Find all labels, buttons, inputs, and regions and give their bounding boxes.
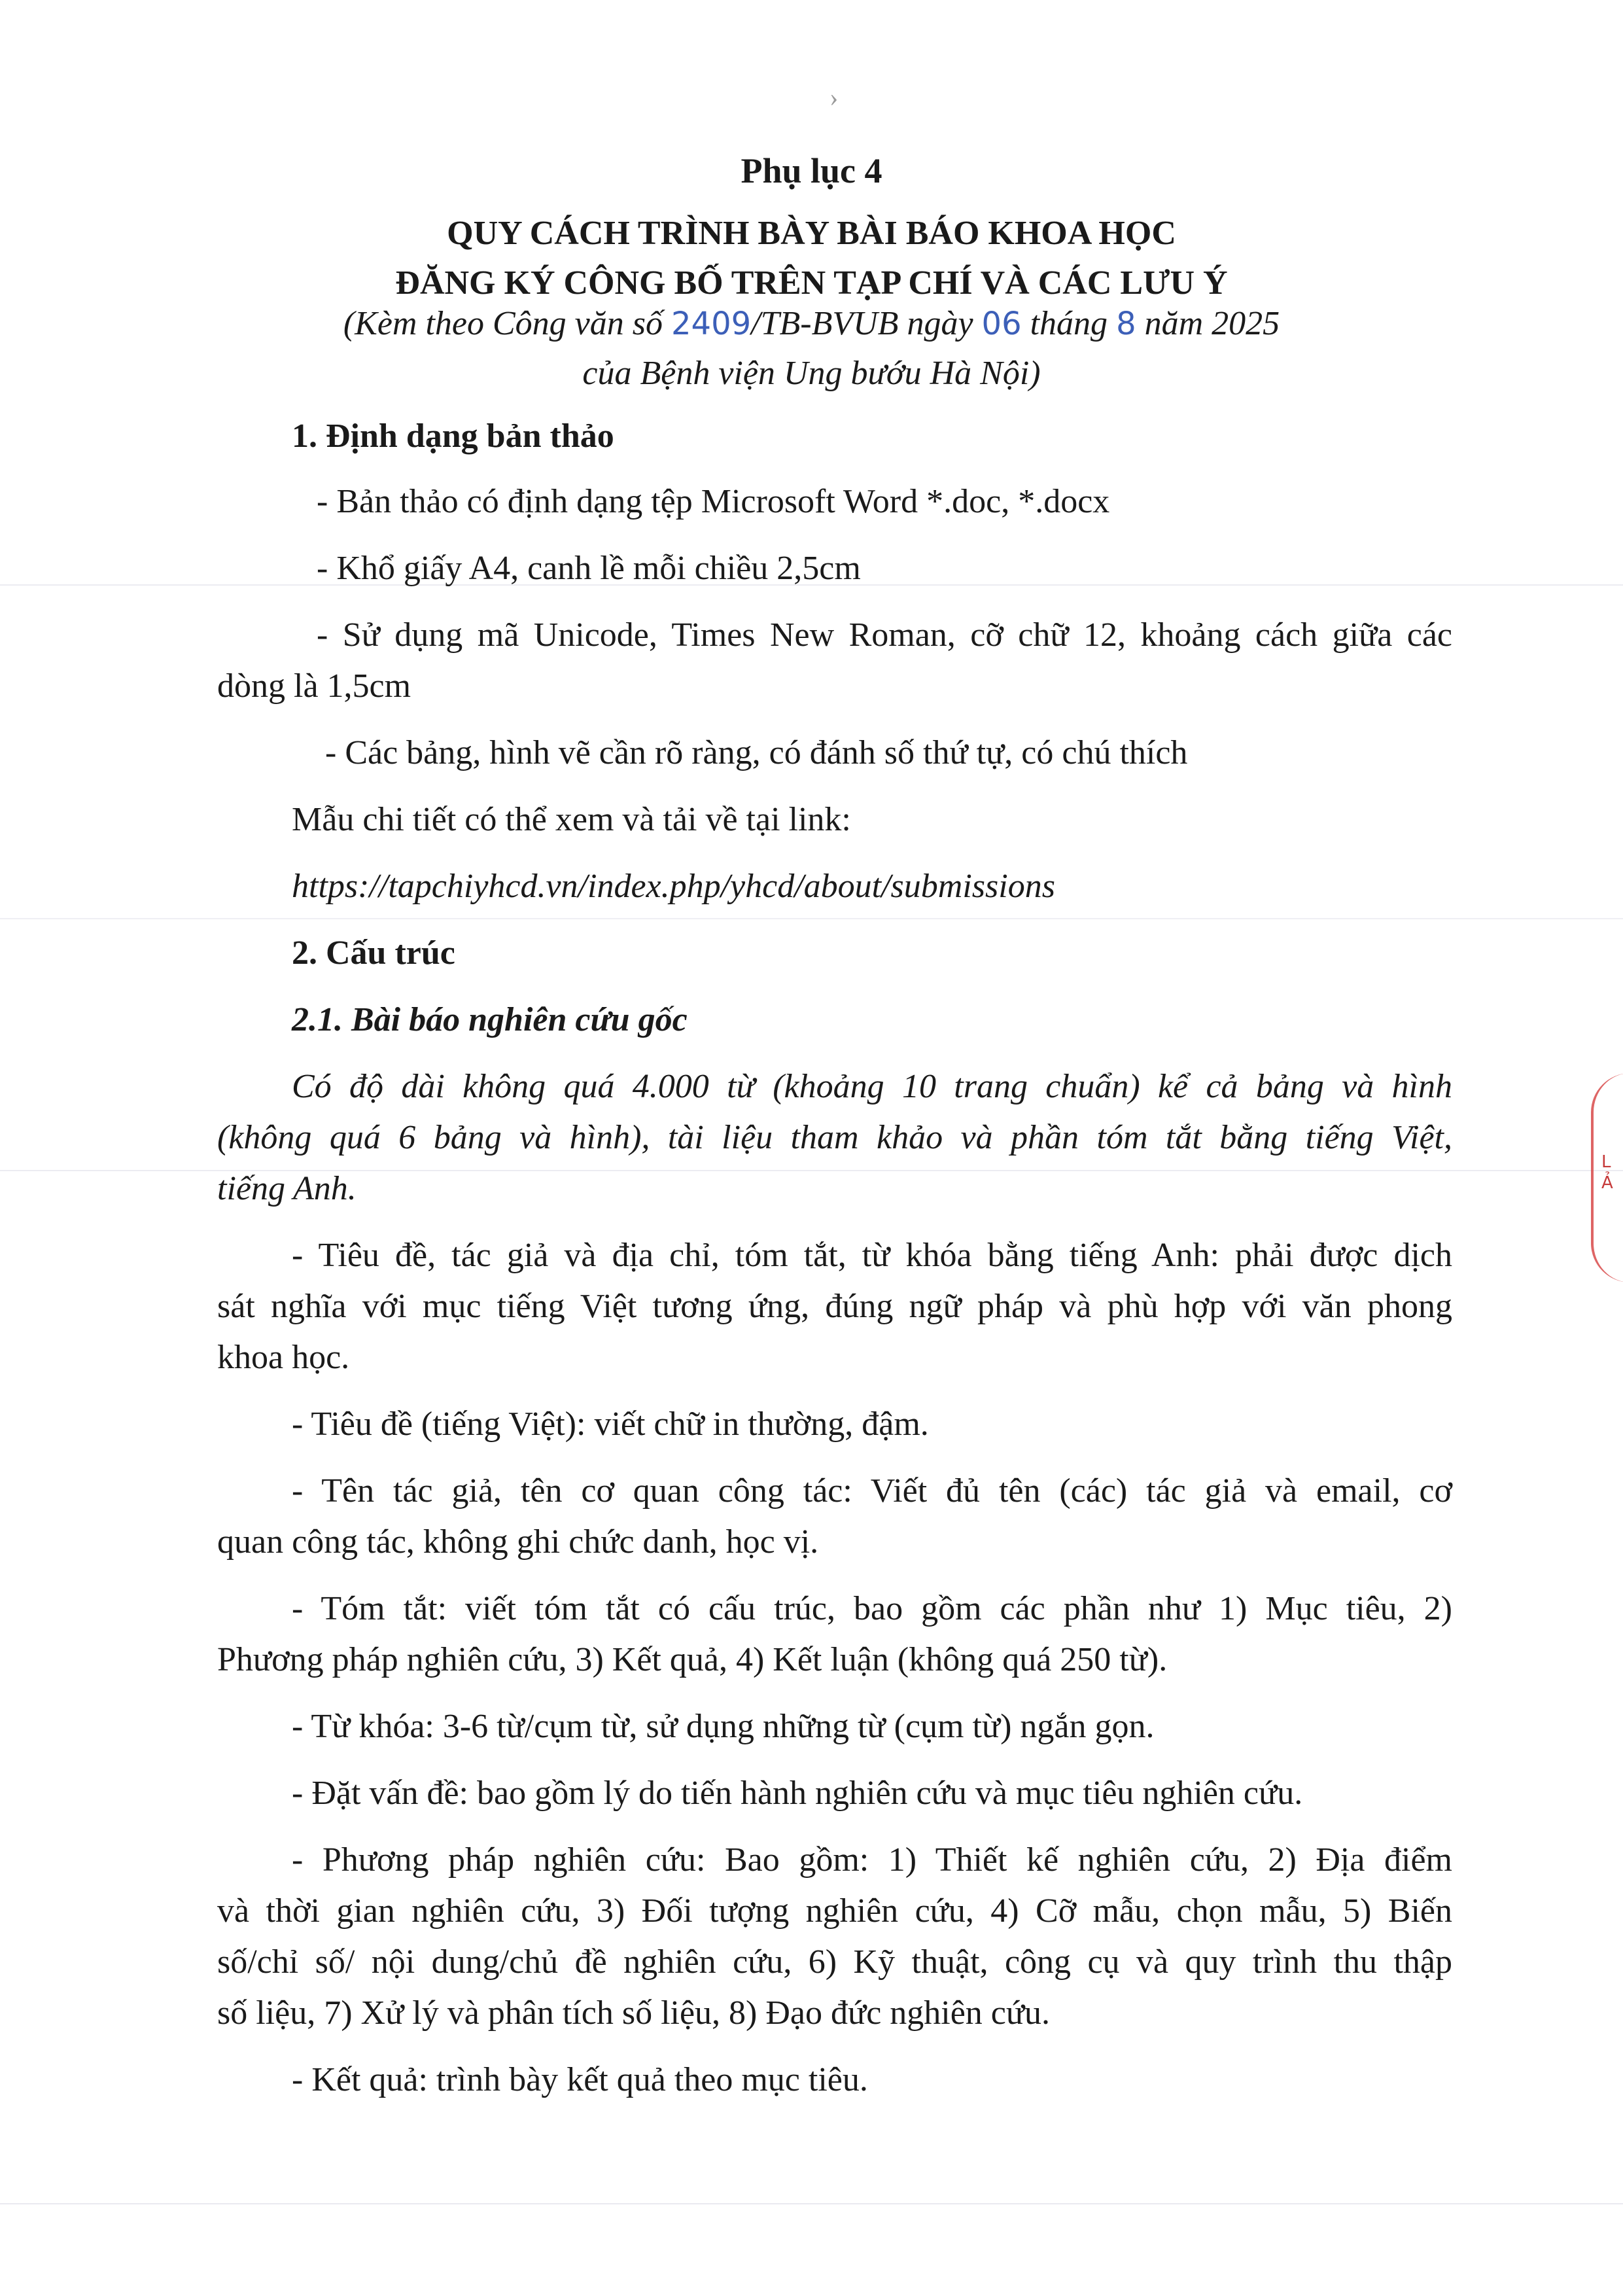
list-item: - Khổ giấy A4, canh lề mỗi chiều 2,5cm xyxy=(317,550,861,587)
paragraph-line: - Phương pháp nghiên cứu: Bao gồm: 1) Thiết kế nghiên cứu, 2) Địa điểm xyxy=(292,1841,1452,1879)
paragraph-line: - Tóm tắt: viết tóm tắt có cấu trúc, bao gồm các phần như 1) Mục tiêu, 2) xyxy=(292,1590,1452,1627)
margin-stamp-text: L Ả xyxy=(1601,1152,1613,1193)
paragraph-line: khoa học. xyxy=(217,1339,350,1376)
list-item: - Bản thảo có định dạng tệp Microsoft Word *.doc, *.docx xyxy=(317,483,1110,520)
list-item: - Sử dụng mã Unicode, Times New Roman, cỡ chữ 12, khoảng cách giữa các xyxy=(317,616,1452,654)
list-item: - Các bảng, hình vẽ cần rõ ràng, có đánh số thứ tự, có chú thích xyxy=(317,734,1188,771)
paragraph-line: - Tiêu đề, tác giả và địa chỉ, tóm tắt, từ khóa bằng tiếng Anh: phải được dịch xyxy=(292,1237,1452,1274)
section2-heading: 2. Cấu trúc xyxy=(292,934,455,972)
handwritten-day: 06 xyxy=(981,306,1022,342)
reference-issuer: của Bệnh viện Ung bướu Hà Nội) xyxy=(582,355,1041,392)
document-title-line1: QUY CÁCH TRÌNH BÀY BÀI BÁO KHOA HỌC xyxy=(447,215,1176,252)
paragraph-line: - Từ khóa: 3-6 từ/cụm từ, sử dụng những từ (cụm từ) ngắn gọn. xyxy=(292,1708,1155,1745)
submission-link[interactable]: https://tapchiyhcd.vn/index.php/yhcd/about/submissions xyxy=(292,868,1055,905)
document-title-line2: ĐĂNG KÝ CÔNG BỐ TRÊN TẠP CHÍ VÀ CÁC LƯU Ý xyxy=(395,264,1228,302)
paragraph-line: - Tên tác giả, tên cơ quan công tác: Viết đủ tên (các) tác giả và email, cơ xyxy=(292,1472,1452,1510)
scan-artifact-line xyxy=(0,918,1623,919)
paragraph-line: quan công tác, không ghi chức danh, học vị. xyxy=(217,1523,819,1561)
paragraph-line: tiếng Anh. xyxy=(217,1170,357,1207)
scan-mark: › xyxy=(829,82,839,112)
scan-artifact-line xyxy=(0,2203,1623,2204)
paragraph-line: sát nghĩa với mục tiếng Việt tương ứng, đúng ngữ pháp và phù hợp với văn phong xyxy=(217,1288,1452,1325)
section2-1-heading: 2.1. Bài báo nghiên cứu gốc xyxy=(292,1001,688,1038)
paragraph-line: Phương pháp nghiên cứu, 3) Kết quả, 4) Kết luận (không quá 250 từ). xyxy=(217,1641,1168,1678)
paragraph-line: số/chỉ số/ nội dung/chủ đề nghiên cứu, 6) Kỹ thuật, công cụ và quy trình thu thập xyxy=(217,1943,1452,1981)
appendix-label: Phụ lục 4 xyxy=(741,151,882,190)
link-label: Mẫu chi tiết có thể xem và tải về tại link: xyxy=(292,801,851,838)
section1-heading: 1. Định dạng bản thảo xyxy=(292,417,614,455)
paragraph-line: và thời gian nghiên cứu, 3) Đối tượng nghiên cứu, 4) Cỡ mẫu, chọn mẫu, 5) Biến xyxy=(217,1892,1452,1930)
handwritten-number: 2409 xyxy=(671,306,752,342)
paragraph-line: số liệu, 7) Xử lý và phân tích số liệu, 8) Đạo đức nghiên cứu. xyxy=(217,1994,1051,2032)
paragraph-line: (không quá 6 bảng và hình), tài liệu tham khảo và phần tóm tắt bằng tiếng Việt, xyxy=(217,1119,1452,1156)
list-item-continuation: dòng là 1,5cm xyxy=(217,667,411,705)
paragraph-line: - Kết quả: trình bày kết quả theo mục tiêu. xyxy=(292,2061,868,2098)
paragraph-line: - Tiêu đề (tiếng Việt): viết chữ in thường, đậm. xyxy=(292,1405,929,1443)
paragraph-line: Có độ dài không quá 4.000 từ (khoảng 10 trang chuẩn) kể cả bảng và hình xyxy=(292,1068,1452,1105)
paragraph-line: - Đặt vấn đề: bao gồm lý do tiến hành nghiên cứu và mục tiêu nghiên cứu. xyxy=(292,1775,1303,1812)
reference-line: (Kèm theo Công văn số 2409/TB-BVUB ngày 06 tháng 8 năm 2025 xyxy=(343,305,1280,342)
handwritten-month: 8 xyxy=(1116,306,1136,342)
